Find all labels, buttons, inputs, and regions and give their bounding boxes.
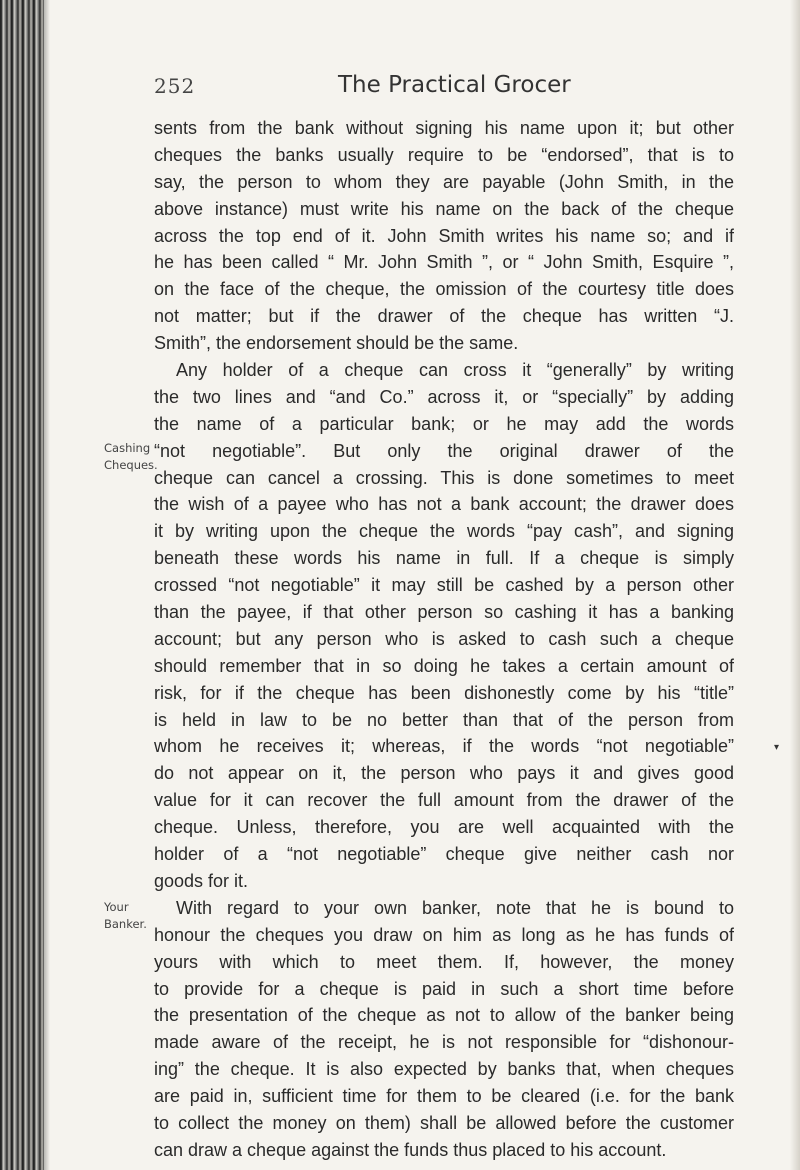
page-number: 252	[154, 74, 196, 98]
margin-note-cashing-cheques	[104, 440, 158, 474]
text-line: on the face of the cheque, the omission of the courtesy title does	[154, 279, 734, 300]
margin-note-line: Cashing	[104, 441, 151, 455]
text-line: “not negotiable”. But only the original drawer of the	[154, 440, 734, 461]
margin-note-line: Cheques.	[104, 458, 158, 472]
text-line: should remember that in so doing he takes a certain amount of	[154, 655, 734, 676]
text-line: ing” the cheque. It is also expected by banks that, when cheques	[154, 1059, 734, 1080]
margin-mark: ▾	[774, 742, 780, 753]
text-line: to collect the money on them) shall be allowed before the customer	[154, 1112, 734, 1133]
body-text	[154, 115, 734, 1164]
text-line: holder of a “not negotiable” cheque give neither cash nor	[154, 844, 734, 865]
text-line: honour the cheques you draw on him as long as he has funds of	[154, 924, 734, 945]
margin-note-line: Your	[104, 900, 129, 914]
running-head: The Practical Grocer	[338, 72, 571, 98]
margin-note-your-banker	[104, 899, 147, 933]
text-line: Any holder of a cheque can cross it “generally” by writing	[176, 360, 734, 381]
text-line: across the top end of it. John Smith writes his name so; and if	[154, 225, 734, 246]
text-line: the presentation of the cheque as not to allow of the banker being	[154, 1005, 734, 1026]
text-line: he has been called “ Mr. John Smith ”, or “ John Smith, Esquire ”,	[154, 252, 734, 273]
text-line: to provide for a cheque is paid in such a short time before	[154, 978, 734, 999]
page-header	[154, 72, 734, 106]
text-line: say, the person to whom they are payable (John Smith, in the	[154, 171, 734, 192]
text-line: the wish of a payee who has not a bank account; the drawer does	[154, 494, 734, 515]
text-line: value for it can recover the full amount from the drawer of the	[154, 790, 734, 811]
text-line: beneath these words his name in full. If a cheque is simply	[154, 548, 734, 569]
page-edge-shadow	[790, 0, 800, 1170]
text-line: Smith”, the endorsement should be the same.	[154, 333, 519, 354]
text-line: cheques the banks usually require to be “endorsed”, that is to	[154, 144, 734, 165]
text-line: account; but any person who is asked to cash such a cheque	[154, 628, 734, 649]
text-line: risk, for if the cheque has been dishonestly come by his “title”	[154, 682, 734, 703]
text-line: yours with which to meet them. If, however, the money	[154, 951, 734, 972]
text-line: the two lines and “and Co.” across it, or “specially” by adding	[154, 386, 734, 407]
text-line: is held in law to be no better than that of the person from	[154, 709, 734, 730]
text-line: than the payee, if that other person so cashing it has a banking	[154, 602, 734, 623]
text-line: cheque. Unless, therefore, you are well acquainted with the	[154, 817, 734, 838]
text-line: above instance) must write his name on the back of the cheque	[154, 198, 734, 219]
text-line: With regard to your own banker, note that he is bound to	[176, 897, 734, 918]
text-line: goods for it.	[154, 870, 249, 891]
text-line: the name of a particular bank; or he may add the words	[154, 413, 734, 434]
text-line: whom he receives it; whereas, if the words “not negotiable”	[154, 736, 734, 757]
text-line: not matter; but if the drawer of the cheque has written “J.	[154, 306, 734, 327]
text-line: crossed “not negotiable” it may still be cashed by a person other	[154, 575, 734, 596]
text-line: are paid in, sufficient time for them to be cleared (i.e. for the bank	[154, 1086, 734, 1107]
book-spine-gutter	[0, 0, 44, 1170]
text-line: it by writing upon the cheque the words “pay cash”, and signing	[154, 521, 734, 542]
text-line: do not appear on it, the person who pays it and gives good	[154, 763, 734, 784]
text-line: can draw a cheque against the funds thus placed to his account.	[154, 1139, 667, 1160]
text-line: made aware of the receipt, he is not responsible for “dishonour-	[154, 1032, 734, 1053]
text-line: cheque can cancel a crossing. This is done sometimes to meet	[154, 467, 734, 488]
text-line: sents from the bank without signing his name upon it; but other	[154, 118, 734, 138]
margin-note-line: Banker.	[104, 917, 147, 931]
